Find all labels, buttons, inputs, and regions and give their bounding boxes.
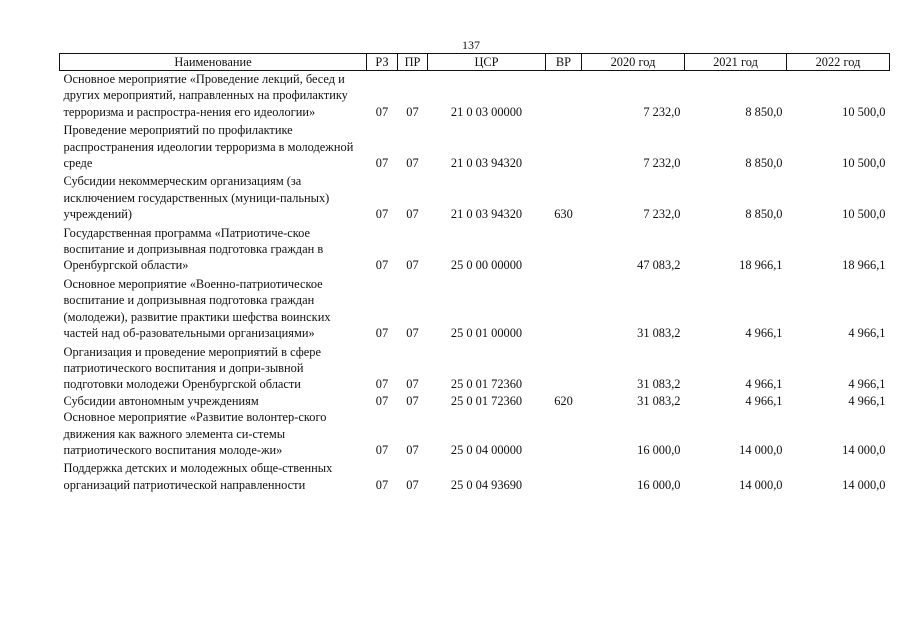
row-2021: 4 966,1 (745, 326, 783, 341)
row-pr: 07 (406, 477, 419, 492)
row-2022: 10 500,0 (842, 207, 886, 222)
row-2021: 8 850,0 (745, 207, 783, 222)
row-name: Организация и проведение мероприятий в сфере патриотического воспитания и допри-зывной подготовки молодежи Оренбургской области (63, 344, 321, 392)
budget-table (59, 53, 890, 493)
table-row (60, 344, 890, 393)
row-pr: 07 (406, 156, 419, 171)
row-pr: 07 (406, 326, 419, 341)
header-pr: ПР (398, 54, 428, 71)
row-vr: 620 (554, 393, 573, 408)
row-name: Проведение мероприятий по профилактике распространения идеологии терроризма в молодежной среде (63, 123, 354, 171)
row-pr: 07 (406, 442, 419, 457)
row-2020: 47 083,2 (637, 258, 681, 273)
header-name: Наименование (60, 54, 367, 71)
row-name: Основное мероприятие «Военно-патриотическое воспитание и допризывная подготовка граждан (молодежи), развитие практики шефства воинских частей над об-разовательными организациями» (63, 276, 331, 341)
row-2020: 16 000,0 (637, 477, 681, 492)
row-rz: 07 (375, 477, 389, 492)
page-number: 137 (462, 38, 480, 52)
row-2020: 7 232,0 (643, 156, 681, 171)
row-vr (546, 225, 582, 276)
header-csr: ЦСР (428, 54, 546, 71)
row-rz: 07 (375, 326, 389, 341)
row-csr: 25 0 01 72360 (450, 377, 523, 392)
row-2022: 4 966,1 (848, 377, 886, 392)
row-rz: 07 (375, 104, 389, 119)
row-2022: 4 966,1 (848, 326, 886, 341)
header-2022: 2022 год (787, 54, 890, 71)
row-csr: 25 0 01 72360 (450, 393, 523, 408)
row-name: Субсидии некоммерческим организациям (за исключением государственных (муници-пальных) учреждений) (63, 174, 330, 222)
table-row (60, 409, 890, 460)
row-csr: 21 0 03 94320 (450, 207, 523, 222)
row-rz: 07 (375, 393, 389, 408)
row-rz: 07 (375, 207, 389, 222)
row-2022: 10 500,0 (842, 156, 886, 171)
table-row (60, 71, 890, 123)
row-rz: 07 (375, 377, 389, 392)
budget-table-container (59, 53, 889, 493)
row-name: Поддержка детских и молодежных обще-ственных организаций патриотической направленности (63, 461, 333, 492)
row-2022: 10 500,0 (842, 104, 886, 119)
header-2020: 2020 год (582, 54, 685, 71)
row-2020: 31 083,2 (637, 377, 681, 392)
row-vr (546, 460, 582, 493)
table-row (60, 122, 890, 173)
row-rz: 07 (375, 442, 389, 457)
row-vr: 630 (554, 207, 573, 222)
row-name: Основное мероприятие «Развитие волонтер-ского движения как важного элемента си-стемы патриотического воспитания молоде-жи» (63, 410, 327, 457)
row-2022: 4 966,1 (848, 393, 886, 408)
row-csr: 21 0 03 00000 (450, 104, 523, 119)
row-csr: 25 0 00 00000 (450, 258, 523, 273)
table-row (60, 460, 890, 493)
row-rz: 07 (375, 156, 389, 171)
row-vr (546, 71, 582, 123)
table-row (60, 173, 890, 224)
row-2022: 18 966,1 (842, 258, 886, 273)
row-csr: 21 0 03 94320 (450, 156, 523, 171)
row-name: Субсидии автономным учреждениям (63, 393, 259, 408)
row-vr (546, 409, 582, 460)
row-name: Основное мероприятие «Проведение лекций, бесед и других мероприятий, направленных на профилактику терроризма и распростра-нения его идеологии» (63, 72, 348, 119)
row-pr: 07 (406, 377, 419, 392)
row-2021: 14 000,0 (739, 477, 783, 492)
row-2020: 31 083,2 (637, 393, 681, 408)
row-pr: 07 (406, 104, 419, 119)
row-2021: 18 966,1 (739, 258, 783, 273)
table-row (60, 276, 890, 344)
row-vr (546, 276, 582, 344)
row-2022: 14 000,0 (842, 477, 886, 492)
row-rz: 07 (375, 258, 389, 273)
row-pr: 07 (406, 258, 419, 273)
table-row (60, 225, 890, 276)
row-pr: 07 (406, 207, 419, 222)
row-2021: 8 850,0 (745, 104, 783, 119)
header-2021: 2021 год (685, 54, 787, 71)
row-2020: 7 232,0 (643, 104, 681, 119)
header-vr: ВР (546, 54, 582, 71)
row-pr: 07 (406, 393, 419, 408)
row-2021: 8 850,0 (745, 156, 783, 171)
header-rz: РЗ (367, 54, 398, 71)
table-row (60, 393, 890, 409)
row-csr: 25 0 01 00000 (450, 326, 523, 341)
table-header-row (60, 54, 890, 71)
row-csr: 25 0 04 00000 (450, 442, 523, 457)
row-vr (546, 344, 582, 393)
row-2021: 4 966,1 (745, 393, 783, 408)
row-2022: 14 000,0 (842, 442, 886, 457)
row-2020: 31 083,2 (637, 326, 681, 341)
row-2021: 14 000,0 (739, 442, 783, 457)
row-2020: 7 232,0 (643, 207, 681, 222)
row-vr (546, 122, 582, 173)
row-2020: 16 000,0 (637, 442, 681, 457)
row-csr: 25 0 04 93690 (450, 477, 523, 492)
row-name: Государственная программа «Патриотиче-ское воспитание и допризывная подготовка граждан в Оренбургской области» (63, 225, 324, 273)
row-2021: 4 966,1 (745, 377, 783, 392)
